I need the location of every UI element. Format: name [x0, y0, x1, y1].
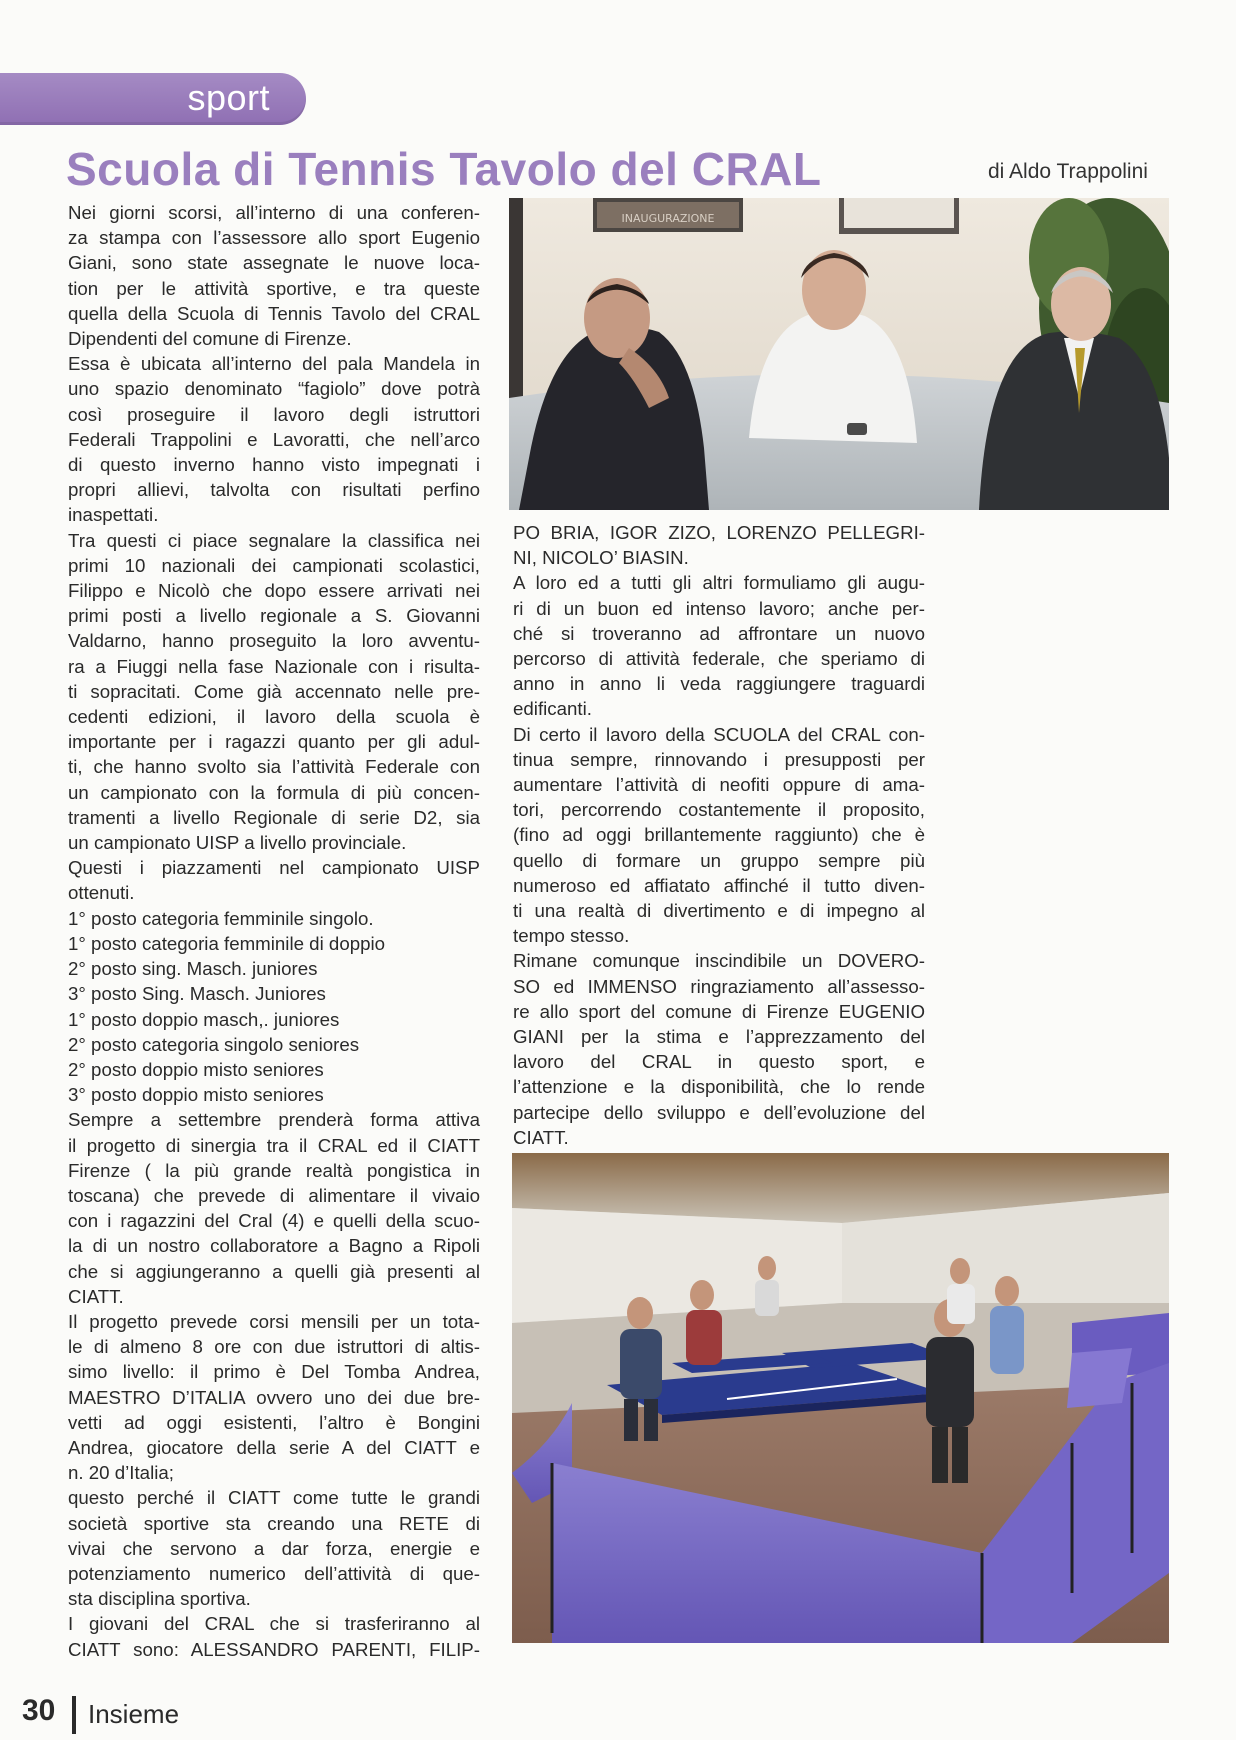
text-line: tempo stesso. [513, 925, 630, 947]
left-column [68, 200, 480, 1662]
text-line: 2° posto sing. Masch. juniores [68, 958, 318, 980]
text-line: Rimane comunque inscindibile un DOVERO- [513, 950, 925, 972]
text-line: simo livello: il primo è Del Tomba Andrea, [68, 1361, 480, 1383]
text-line: Questi i piazzamenti nel campionato UISP [68, 857, 480, 879]
text-line: aumentare l’attività di neofiti oppure di ama- [513, 774, 925, 796]
text-line: così proseguire il lavoro degli istruttori [68, 403, 480, 425]
text-line: numeroso ed affiatato affinché il tutto diven- [513, 874, 925, 896]
text-line: GIANI per la stima e l’apprezzamento del [513, 1026, 925, 1048]
text-line: Dipendenti del comune di Firenze. [68, 328, 352, 350]
text-line: un campionato con la formula di più concen- [68, 781, 480, 803]
text-line: primi 10 nazionali dei campionati scolastici, [68, 554, 480, 576]
text-line: tori, percorrendo costantemente il proposito, [513, 799, 925, 821]
text-line: CIATT. [513, 1126, 569, 1148]
text-line: la di un nostro collaboratore a Bagno a Ripoli [68, 1235, 480, 1257]
text-line: Firenze ( la più grande realtà pongistica in [68, 1159, 480, 1181]
text-line: 1° posto categoria femminile singolo. [68, 907, 374, 929]
text-line: di questo inverno hanno visto impegnati i [68, 454, 480, 476]
text-line: PO BRIA, IGOR ZIZO, LORENZO PELLEGRI- [513, 522, 925, 543]
text-line: ti sopracitati. Come già accennato nelle pre- [68, 680, 480, 702]
text-line: Il progetto prevede corsi mensili per un tota- [68, 1310, 480, 1332]
text-line: Andrea, giocatore della serie A del CIATT e [68, 1436, 480, 1458]
text-line: 1° posto doppio masch,. juniores [68, 1008, 340, 1030]
text-line: Essa è ubicata all’interno del pala Mandela in [68, 353, 480, 375]
text-line: toscana) che prevede di alimentare il vivaio [68, 1184, 480, 1206]
banner-text: INAUGURAZIONE [621, 212, 715, 225]
footer-divider [72, 1696, 76, 1734]
text-line: CIATT sono: ALESSANDRO PARENTI, FILIP- [68, 1638, 480, 1660]
text-line: (fino ad oggi brillantemente raggiunto) che è [513, 824, 925, 846]
text-line: ti una realtà di divertimento e di impegno al [513, 900, 925, 922]
article-author: di Aldo Trappolini [988, 160, 1148, 183]
text-line: ché si troveranno ad affrontare un nuovo [513, 622, 925, 644]
text-line: NI, NICOLO’ BIASIN. [513, 547, 689, 569]
text-line: uno spazio denominato “fagiolo” dove potrà [68, 378, 480, 400]
text-line: tinua sempre, rinnovando i presupposti per [513, 748, 925, 770]
text-line: A loro ed a tutti gli altri formuliamo gli augu- [513, 572, 925, 594]
text-line: vivai che servono a dar forza, energie e [68, 1537, 480, 1559]
text-line: CIATT. [68, 1285, 124, 1307]
text-line: tion per le attività sportive, e tra queste [68, 277, 480, 299]
text-line: I giovani del CRAL che si trasferiranno al [68, 1613, 480, 1635]
text-line: Nei giorni scorsi, all’interno di una conferen- [68, 202, 480, 223]
press-conference-photo [509, 198, 1169, 510]
text-line: MAESTRO D’ITALIA ovvero uno dei due bre- [68, 1386, 480, 1408]
text-line: un campionato UISP a livello provinciale. [68, 832, 407, 854]
text-line: quello di formare un gruppo sempre più [513, 849, 925, 871]
text-line: za stampa con l’assessore allo sport Eugenio [68, 227, 480, 249]
text-line: Tra questi ci piace segnalare la classifica nei [68, 529, 480, 551]
section-tab [0, 73, 306, 125]
text-line: le di almeno 8 ore con due istruttori di altis- [68, 1336, 480, 1358]
text-line: ri di un buon ed intenso lavoro; anche per- [513, 597, 925, 619]
text-line: quella della Scuola di Tennis Tavolo del CRAL [68, 302, 480, 324]
text-line: sta disciplina sportiva. [68, 1588, 251, 1610]
right-column [513, 520, 925, 1150]
page-number: 30 [22, 1694, 56, 1727]
text-line: vetti ad oggi esistenti, l’altro è Bongini [68, 1411, 480, 1433]
text-line: società sportive sta creando una RETE di [68, 1512, 480, 1534]
text-line: l’attenzione e la disponibilità, che lo rende [513, 1076, 925, 1098]
text-line: 3° posto Sing. Masch. Juniores [68, 983, 326, 1005]
text-line: inaspettati. [68, 504, 159, 526]
text-line: tramenti a livello Regionale di serie D2, sia [68, 806, 480, 828]
text-line: ti, che hanno svolto sia l’attività Federale con [68, 756, 480, 778]
text-line: il progetto di sinergia tra il CRAL ed il CIATT [68, 1134, 480, 1156]
text-line: potenziamento numerico dell’attività di que- [68, 1562, 480, 1584]
text-line: 1° posto categoria femminile di doppio [68, 932, 386, 954]
text-line: 2° posto doppio misto seniores [68, 1058, 324, 1080]
text-line: primi posti a livello regionale a S. Giovanni [68, 605, 480, 627]
text-line: Di certo il lavoro della SCUOLA del CRAL con- [513, 723, 925, 745]
text-line: Sempre a settembre prenderà forma attiva [68, 1109, 480, 1131]
text-line: propri allievi, talvolta con risultati perfino [68, 479, 480, 501]
text-line: n. 20 d’Italia; [68, 1462, 174, 1484]
table-tennis-hall-photo [512, 1153, 1169, 1643]
section-label: sport [187, 77, 270, 118]
text-line: Federali Trappolini e Lavoratti, che nell’arco [68, 428, 480, 450]
text-line: SO ed IMMENSO ringraziamento all’assesso- [513, 975, 925, 997]
text-line: lavoro del CRAL in questo sport, e [513, 1051, 925, 1073]
text-line: re allo sport del comune di Firenze EUGENIO [513, 1000, 925, 1022]
article-title: Scuola di Tennis Tavolo del CRAL [66, 143, 822, 195]
text-line: 2° posto categoria singolo seniores [68, 1033, 360, 1055]
text-line: importante per i ragazzi quanto per gli adul- [68, 731, 480, 753]
text-line: 3° posto doppio misto seniores [68, 1084, 324, 1106]
text-line: questo perché il CIATT come tutte le grandi [68, 1487, 480, 1509]
text-line: che si aggiungeranno a quelli già presenti al [68, 1260, 480, 1282]
text-line: partecipe dello sviluppo e dell’evoluzione del [513, 1101, 925, 1123]
text-line: Valdarno, hanno proseguito la loro avventu- [68, 630, 480, 652]
text-line: cedenti edizioni, il lavoro della scuola è [68, 706, 480, 728]
text-line: con i ragazzini del Cral (4) e quelli della scuo- [68, 1210, 480, 1232]
magazine-name: Insieme [88, 1699, 180, 1729]
text-line: Filippo e Nicolò che dopo essere arrivati nei [68, 580, 480, 602]
text-line: ottenuti. [68, 882, 135, 904]
text-line: edificanti. [513, 698, 592, 720]
text-line: ra a Fiuggi nella fase Nazionale con i risulta- [68, 655, 480, 677]
text-line: anno in anno li veda raggiungere traguardi [513, 673, 925, 695]
text-line: Giani, sono state assegnate le nuove loca- [68, 252, 480, 274]
text-line: percorso di attività federale, che speriamo di [513, 648, 925, 670]
